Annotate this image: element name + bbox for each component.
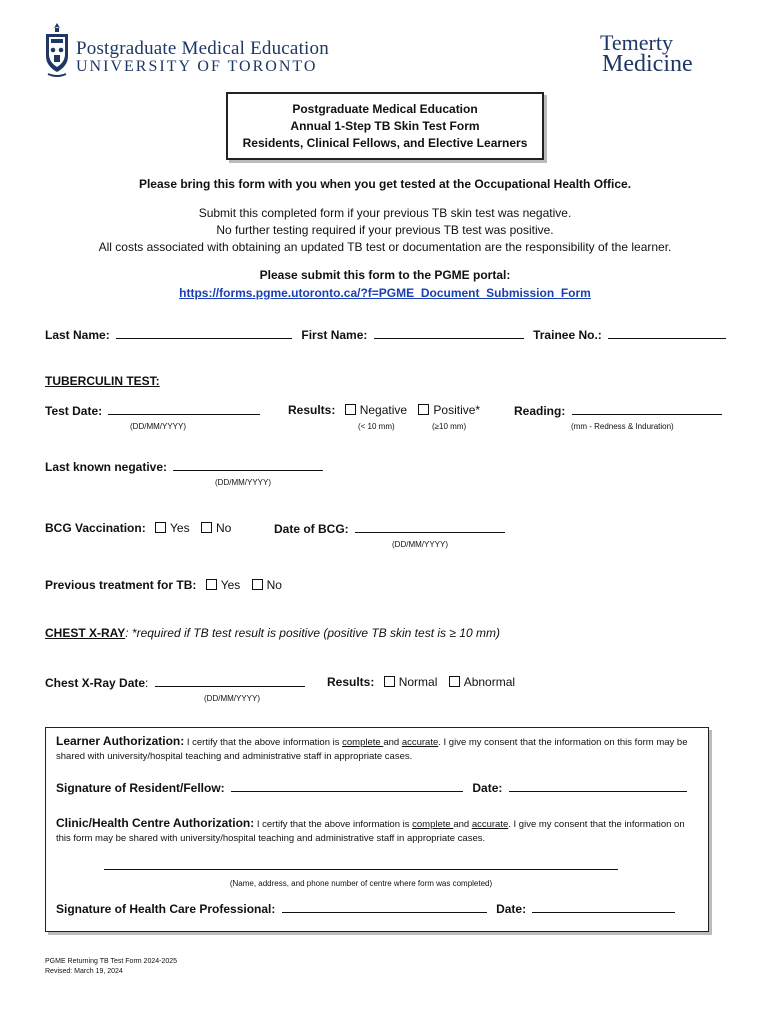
resident-date-field[interactable]: [509, 780, 687, 792]
resident-signature-field[interactable]: [231, 780, 463, 792]
title-line1: Postgraduate Medical Education: [292, 101, 478, 116]
negative-hint: (< 10 mm): [358, 422, 395, 431]
centre-details-hint: (Name, address, and phone number of centre where form was completed): [229, 879, 493, 888]
temerty-logo-line2: Medicine: [602, 51, 693, 77]
learner-and-word: and: [383, 737, 402, 748]
resident-signature-label: Signature of Resident/Fellow:: [56, 781, 225, 795]
hcp-date-field[interactable]: [532, 901, 675, 913]
clinic-complete-word: complete: [412, 819, 454, 830]
intro-line1: Submit this completed form if your previous TB skin test was negative.: [198, 206, 572, 220]
prev-no-label: No: [266, 578, 282, 592]
xray-results-label: Results:: [327, 675, 375, 689]
hcp-signature-field[interactable]: [282, 901, 487, 913]
test-date-hint: (DD/MM/YYYY): [130, 422, 186, 431]
resident-date-label: Date:: [472, 781, 503, 795]
centre-details-field[interactable]: [104, 868, 618, 870]
bcg-yes-label: Yes: [170, 521, 190, 535]
prev-yes-label: Yes: [220, 578, 241, 592]
footer: [45, 957, 177, 977]
uoft-logo-line1: Postgraduate Medical Education: [76, 38, 329, 59]
positive-hint: (≥10 mm): [432, 422, 467, 431]
tuberculin-heading: TUBERCULIN TEST:: [45, 374, 160, 388]
prev-yes-checkbox[interactable]: [206, 579, 217, 590]
learner-complete-word: complete: [342, 737, 384, 748]
clinic-and-word: and: [453, 819, 472, 830]
xray-date-hint: (DD/MM/YYYY): [204, 694, 260, 703]
hcp-date-label: Date:: [496, 902, 527, 916]
clinic-auth-text-b: . I give my consent that the information on this form may be shared with university/hospital teaching and administrative staff in appropriate cases.: [56, 819, 685, 844]
prev-no-checkbox[interactable]: [252, 579, 263, 590]
positive-checkbox[interactable]: [418, 404, 429, 415]
clinic-authorization: [56, 816, 696, 846]
title-line3: Residents, Clinical Fellows, and Elective Learners: [242, 135, 528, 150]
trainee-no-label: Trainee No.:: [533, 328, 602, 342]
last-name-label: Last Name:: [45, 328, 110, 342]
uoft-logo-line2: UNIVERSITY OF TORONTO: [76, 58, 318, 75]
learner-accurate-word: accurate: [401, 737, 439, 748]
xray-date-field[interactable]: [155, 675, 305, 687]
portal-link[interactable]: https://forms.pgme.utoronto.ca/?f=PGME_Document_Submission_Form: [179, 286, 591, 300]
clinic-auth-text-a: I certify that the above information is: [254, 819, 413, 830]
bcg-date-label: Date of BCG:: [274, 522, 349, 536]
prev-treatment-label: Previous treatment for TB:: [45, 578, 197, 592]
hcp-signature-row: [56, 901, 675, 916]
learner-authorization: [56, 734, 696, 764]
results-label: Results:: [288, 403, 336, 417]
bring-form-note: Please bring this form with you when you get tested at the Occupational Health Office.: [138, 177, 632, 191]
footer-line2: Revised: March 19, 2024: [45, 968, 123, 975]
abnormal-label: Abnormal: [463, 675, 516, 689]
xray-date-colon: :: [145, 676, 149, 690]
resident-signature-row: [56, 780, 687, 795]
authorization-box: [45, 727, 709, 932]
clinic-auth-heading: Clinic/Health Centre Authorization:: [56, 816, 255, 830]
last-name-field[interactable]: [116, 327, 292, 339]
submit-note: Please submit this form to the PGME portal:: [259, 268, 511, 282]
xray-date-label: Chest X-Ray Date: [45, 676, 146, 690]
xray-heading: CHEST X-RAY: [45, 626, 126, 640]
last-negative-field[interactable]: [173, 459, 323, 471]
negative-label: Negative: [359, 403, 408, 417]
last-negative-hint: (DD/MM/YYYY): [215, 478, 271, 487]
test-date-label: Test Date:: [45, 404, 103, 418]
first-name-label: First Name:: [301, 328, 368, 342]
bcg-no-label: No: [215, 521, 232, 535]
bcg-date-field[interactable]: [355, 521, 505, 533]
footer-line1: PGME Returning TB Test Form 2024-2025: [45, 958, 178, 965]
title-line2: Annual 1-Step TB Skin Test Form: [290, 118, 480, 133]
learner-auth-text-b: . I give my consent that the information on this form may be shared with university/hospital teaching and administrative staff in appropriate cases.: [56, 737, 688, 762]
hcp-signature-label: Signature of Health Care Professional:: [56, 902, 276, 916]
intro-line2: No further testing required if your previous TB test was positive.: [216, 223, 554, 237]
intro-line3: All costs associated with obtaining an updated TB test or documentation are the responsibility of the learner.: [98, 240, 672, 254]
bcg-yes-checkbox[interactable]: [155, 522, 166, 533]
learner-auth-heading: Learner Authorization:: [56, 734, 185, 748]
reading-hint: (mm - Redness & Induration): [571, 422, 674, 431]
xray-note: : *required if TB test result is positive (positive TB skin test is ≥ 10 mm): [125, 626, 500, 640]
bcg-label: BCG Vaccination:: [45, 521, 146, 535]
abnormal-checkbox[interactable]: [449, 676, 460, 687]
negative-checkbox[interactable]: [345, 404, 356, 415]
normal-label: Normal: [398, 675, 438, 689]
reading-label: Reading:: [514, 404, 566, 418]
clinic-accurate-word: accurate: [471, 819, 509, 830]
positive-label: Positive*: [433, 403, 481, 417]
temerty-logo-line1: Temerty: [600, 30, 673, 55]
learner-auth-text-a: I certify that the above information is: [184, 737, 343, 748]
test-date-field[interactable]: [108, 403, 260, 415]
trainee-no-field[interactable]: [608, 327, 726, 339]
first-name-field[interactable]: [374, 327, 524, 339]
names-row: [45, 327, 726, 342]
reading-field[interactable]: [572, 403, 722, 415]
university-crest-icon: [44, 22, 70, 80]
normal-checkbox[interactable]: [384, 676, 395, 687]
bcg-no-checkbox[interactable]: [201, 522, 212, 533]
form-title-box: [226, 92, 544, 160]
bcg-date-hint: (DD/MM/YYYY): [392, 540, 448, 549]
last-negative-label: Last known negative:: [45, 460, 168, 474]
